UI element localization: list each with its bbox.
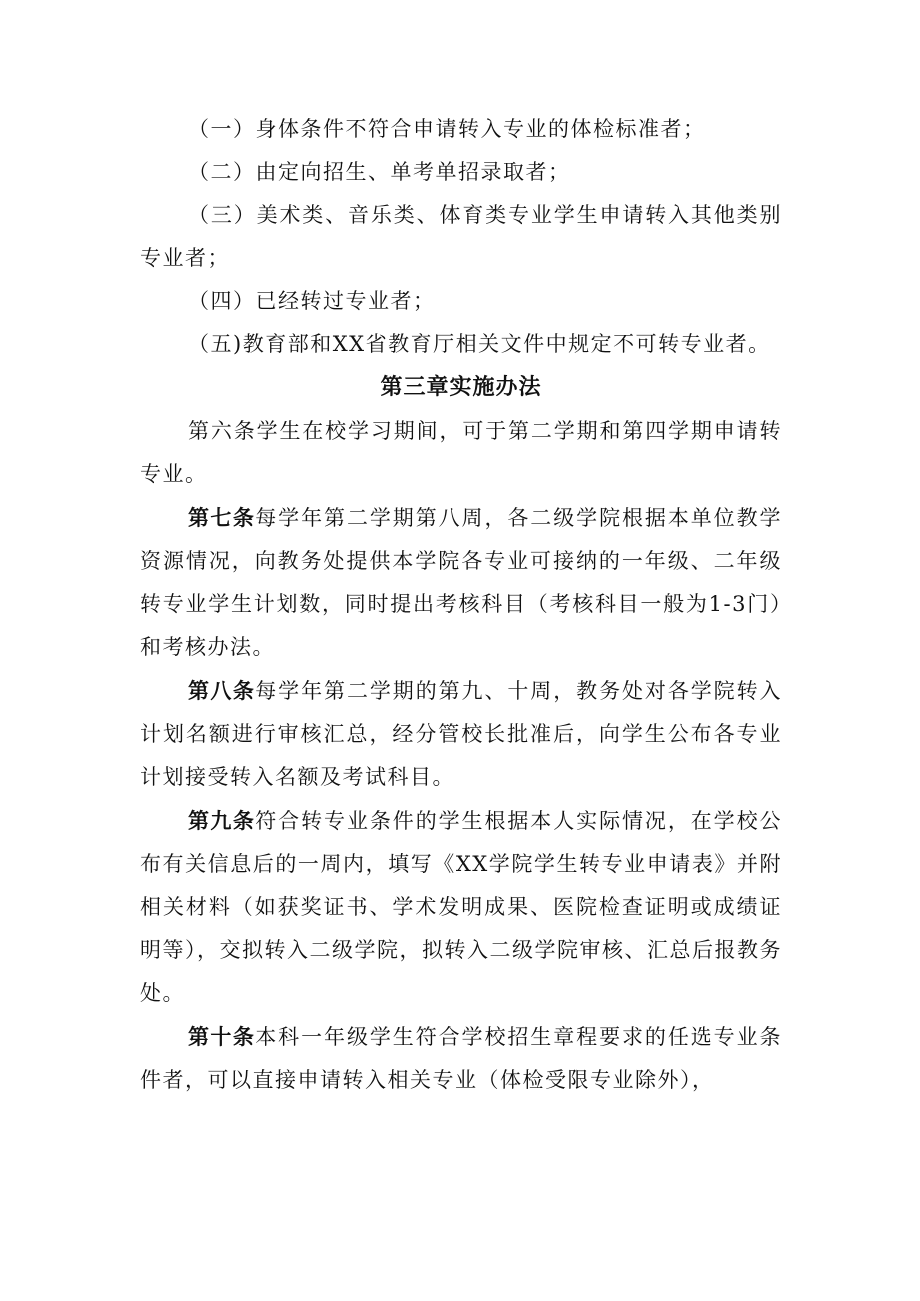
list-item: （五)教育部和XX省教育厅相关文件中规定不可转专业者。 [188, 332, 771, 356]
article-lead: 第七条 [188, 505, 256, 530]
article-9 [140, 799, 782, 1015]
article-text: 符合转专业条件的学生根据本人实际情况，在学校公布有关信息后的一周内，填写《XX学院学生转专业申请表》并附相关材料（如获奖证书、学术发明成果、医院检查证明或成绩证明等），交拟转入二级学院，拟转入二级学院审核、汇总后报教务处。 [140, 809, 783, 1005]
list-item: （二）由定向招生、单考单招录取者； [188, 160, 571, 184]
article-text: 每学年第二学期的第九、十周，教务处对各学院转入计划名额进行审核汇总，经分管校长批准后，向学生公布各专业计划接受转入名额及考试科目。 [140, 679, 783, 789]
article-lead: 第九条 [188, 808, 256, 833]
article-lead: 第八条 [188, 678, 256, 703]
article-8 [140, 669, 782, 799]
article-text: 本科一年级学生符合学校招生章程要求的任选专业条件者，可以直接申请转入相关专业（体检受限专业除外）， [140, 1025, 783, 1092]
article-6: 第六条学生在校学习期间，可于第二学期和第四学期申请转专业。 [140, 419, 782, 486]
article-text: 每学年第二学期第八周，各二级学院根据本单位教学资源情况，向教务处提供本学院各专业可接纳的一年级、二年级转专业学生计划数，同时提出考核科目（考核科目一般为1-3门）和考核办法。 [140, 506, 783, 659]
list-item: （四）已经转过专业者； [188, 289, 436, 313]
list-item: （一）身体条件不符合申请转入专业的体检标准者； [188, 117, 706, 141]
list-item: （三）美术类、音乐类、体育类专业学生申请转入其他类别专业者； [140, 203, 782, 270]
article-7 [140, 496, 782, 669]
article-lead: 第十条 [188, 1024, 256, 1049]
document-page [140, 108, 782, 1102]
chapter-heading: 第三章实施办法 [380, 375, 542, 400]
article-10 [140, 1015, 782, 1102]
